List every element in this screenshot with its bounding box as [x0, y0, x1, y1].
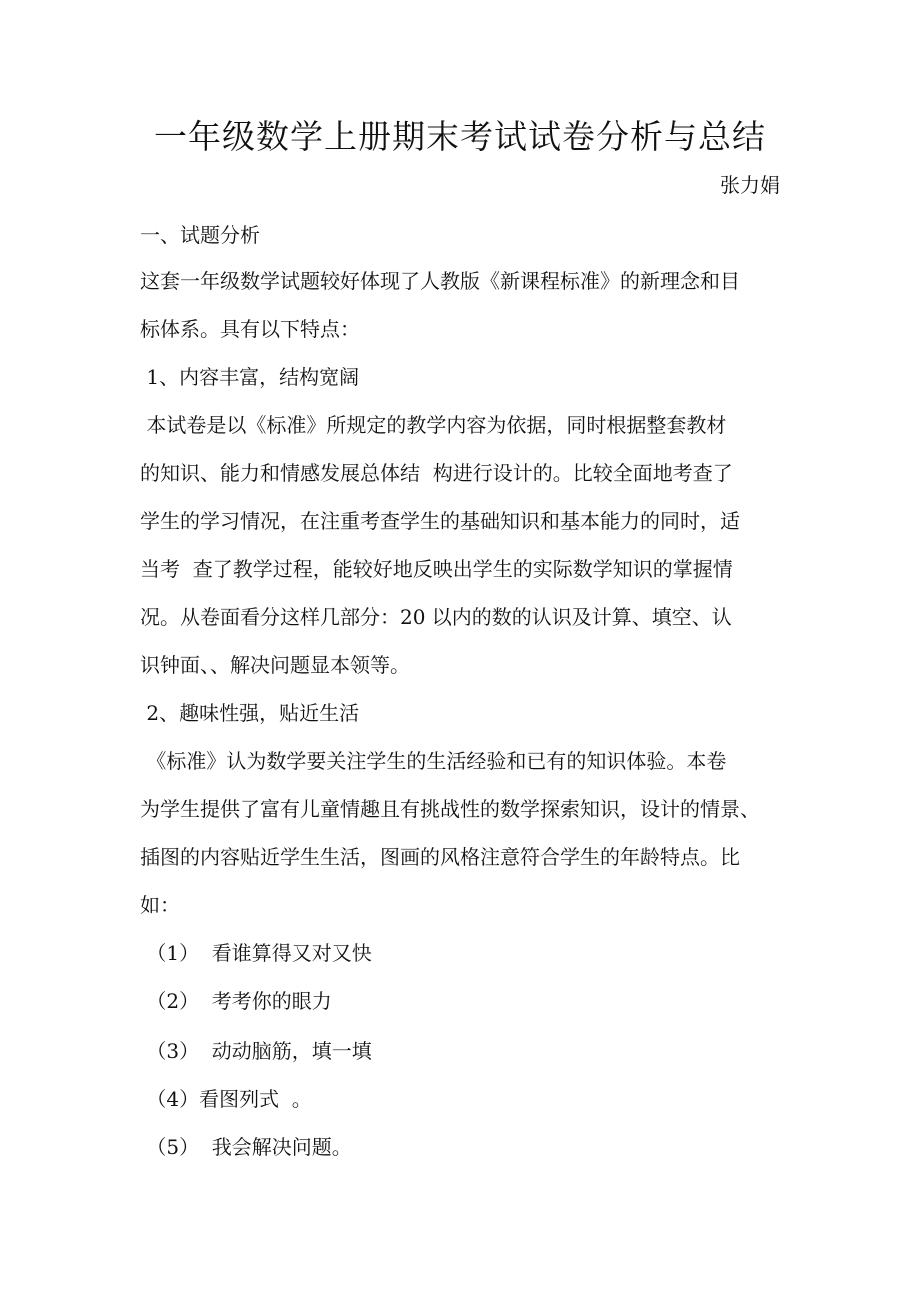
- list-item: （1） 看谁算得又对又快: [140, 941, 372, 965]
- list-item: （5） 我会解决问题。: [140, 1135, 352, 1159]
- subheading: 1、内容丰富，结构宽阔: [140, 365, 360, 389]
- paragraph-line: 的知识、能力和情感发展总体结 构进行设计的。比较全面地考查了: [140, 461, 733, 485]
- paragraph-line: 标体系。具有以下特点：: [140, 317, 360, 341]
- subheading: 2、趣味性强，贴近生活: [140, 701, 360, 725]
- paragraph-line: 当考 查了教学过程，能较好地反映出学生的实际数学知识的掌握情: [140, 557, 733, 581]
- list-item: （2） 考考你的眼力: [140, 989, 332, 1013]
- paragraph-line: 《标准》认为数学要关注学生的生活经验和已有的知识体验。本卷: [140, 749, 727, 773]
- section-heading: 一、试题分析: [140, 223, 260, 247]
- paragraph-line: 况。从卷面看分这样几部分：20 以内的数的认识及计算、填空、认: [140, 605, 732, 629]
- paragraph-line: 识钟面、、解决问题显本领等。: [140, 653, 410, 677]
- paragraph-line: 为学生提供了富有儿童情趣且有挑战性的数学探索知识，设计的情景、: [140, 797, 760, 821]
- list-item: （4）看图列式 。: [140, 1087, 312, 1111]
- paragraph-line: 本试卷是以《标准》所规定的教学内容为依据，同时根据整套教材: [140, 413, 727, 437]
- list-item: （3） 动动脑筋，填一填: [140, 1039, 372, 1063]
- paragraph-line: 学生的学习情况，在注重考查学生的基础知识和基本能力的同时，适: [140, 509, 740, 533]
- paragraph-line: 这套一年级数学试题较好体现了人教版《新课程标准》的新理念和目: [140, 269, 740, 293]
- document-title: 一年级数学上册期末考试试卷分析与总结: [154, 117, 766, 156]
- paragraph-line: 如：: [140, 893, 180, 917]
- author-name: 张力娟: [720, 173, 780, 197]
- paragraph-line: 插图的内容贴近学生生活，图画的风格注意符合学生的年龄特点。比: [140, 845, 740, 869]
